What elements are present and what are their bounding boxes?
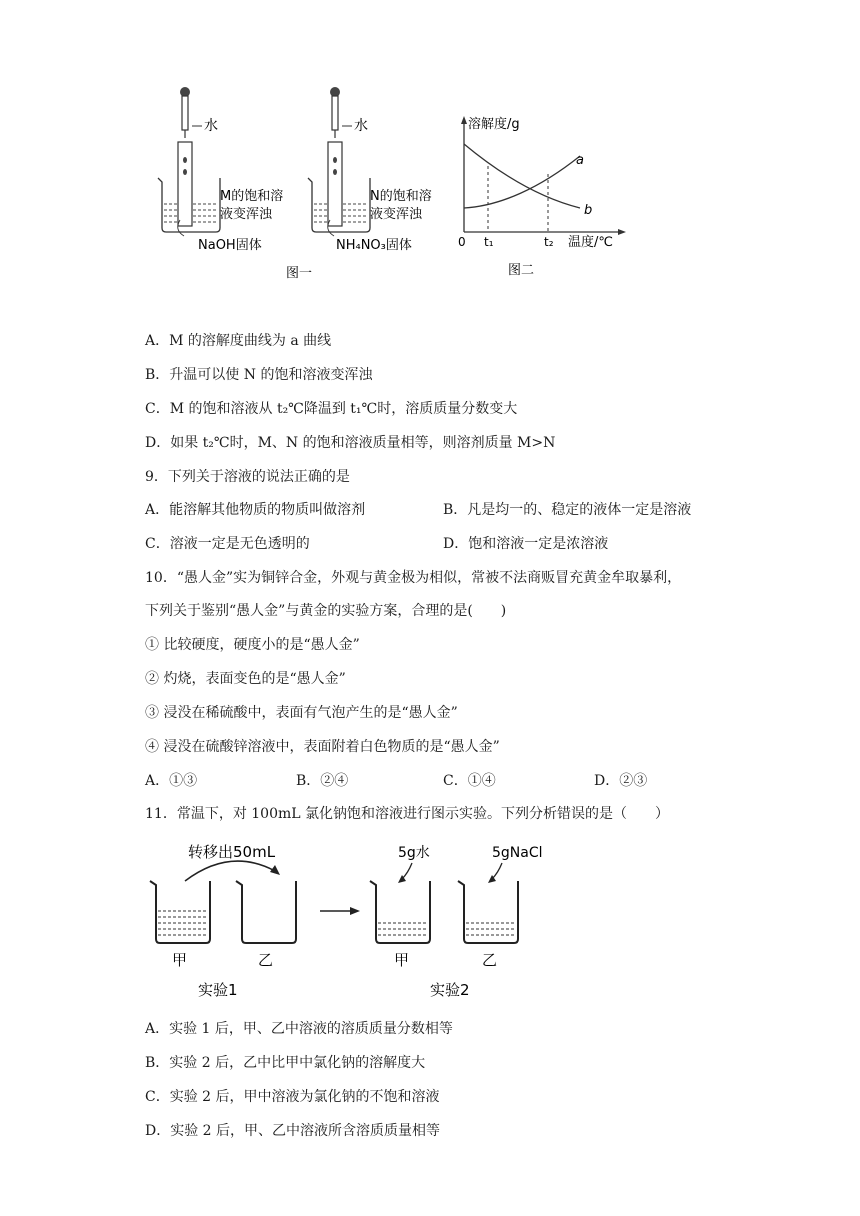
- figure-1: [140, 80, 460, 280]
- series-b-label: b: [584, 203, 593, 218]
- q10-option-b: B．②④: [296, 773, 349, 789]
- y-axis-label: 溶解度/g: [468, 117, 520, 132]
- q10-stem-2: 下列关于鉴别“愚人金”与黄金的实验方案，合理的是( ): [145, 603, 507, 619]
- nacl-label: 5gNaCl: [492, 845, 543, 861]
- q10-statement-3: ③ 浸没在稀硫酸中，表面有气泡产生的是“愚人金”: [145, 705, 458, 721]
- figure-q11: [140, 835, 580, 1010]
- q11-option-c: C．实验 2 后，甲中溶液为氯化钠的不饱和溶液: [145, 1089, 440, 1105]
- left-beaker-label-2: 液变浑浊: [220, 207, 273, 222]
- q11-option-b: B．实验 2 后，乙中比甲中氯化钠的溶解度大: [145, 1055, 426, 1071]
- dropper-label-left: 水: [204, 118, 218, 134]
- transfer-arrow: [185, 861, 275, 881]
- q10-statement-2: ② 灼烧，表面变色的是“愚人金”: [145, 671, 346, 687]
- left-beaker-solid: NaOH固体: [198, 238, 262, 253]
- tick-t1: t₁: [484, 235, 494, 249]
- exp2-caption: 实验2: [430, 981, 470, 999]
- series-a-line: [464, 156, 580, 208]
- q10-option-c: C．①④: [443, 773, 496, 789]
- beaker-yi-exp2: [458, 881, 518, 943]
- origin-label: 0: [458, 235, 466, 249]
- q11-stem: 11．常温下，对 100mL 氯化钠饱和溶液进行图示实验。下列分析错误的是（ ）: [145, 806, 670, 822]
- series-a-label: a: [576, 153, 584, 168]
- figure-1-caption: 图一: [286, 266, 313, 280]
- right-beaker-label-2: 液变浑浊: [370, 207, 423, 222]
- q9-stem: 9．下列关于溶液的说法正确的是: [145, 469, 350, 485]
- right-beaker-solid: NH₄NO₃固体: [336, 238, 412, 253]
- left-beaker-label-1: M的饱和溶: [220, 189, 284, 204]
- beaker-right: [308, 142, 370, 236]
- water-label: 5g水: [398, 845, 430, 861]
- q10-statement-1: ① 比较硬度，硬度小的是“愚人金”: [145, 637, 360, 653]
- q11-option-a: A．实验 1 后，甲、乙中溶液的溶质质量分数相等: [145, 1021, 453, 1037]
- q10-statement-4: ④ 浸没在硫酸锌溶液中，表面附着白色物质的是“愚人金”: [145, 739, 500, 755]
- beaker-yi-exp1: [236, 881, 296, 943]
- series-b-line: [464, 144, 580, 208]
- exp2-jia-label: 甲: [394, 951, 410, 969]
- exp1-jia-label: 甲: [172, 951, 188, 969]
- q9-option-a: A．能溶解其他物质的物质叫做溶剂: [145, 502, 366, 518]
- x-axis-label: 温度/℃: [568, 235, 613, 250]
- beaker-jia-exp2: [370, 881, 430, 943]
- dropper-label-right: 水: [354, 118, 368, 134]
- q9-option-c: C．溶液一定是无色透明的: [145, 536, 310, 552]
- q9-option-d: D．饱和溶液一定是浓溶液: [443, 536, 609, 552]
- y-axis-arrow: [461, 116, 467, 124]
- tick-t2: t₂: [544, 235, 554, 249]
- exp1-yi-label: 乙: [258, 951, 274, 969]
- q8-option-a: A．M 的溶解度曲线为 a 曲线: [145, 333, 332, 349]
- q10-option-d: D．②③: [594, 773, 648, 789]
- dropper-left: [180, 87, 202, 138]
- figure-2-chart: [450, 108, 630, 280]
- q11-option-d: D．实验 2 后，甲、乙中溶液所含溶质质量相等: [145, 1123, 441, 1139]
- q8-option-c: C．M 的饱和溶液从 t₂℃降温到 t₁℃时，溶质质量分数变大: [145, 401, 518, 417]
- exp1-caption: 实验1: [198, 981, 238, 999]
- q10-option-a: A．①③: [145, 773, 198, 789]
- q8-option-b: B．升温可以使 N 的饱和溶液变浑浊: [145, 367, 373, 383]
- transfer-label: 转移出50mL: [188, 843, 276, 861]
- exp2-yi-label: 乙: [482, 951, 498, 969]
- q10-stem-1: 10．“愚人金”实为铜锌合金，外观与黄金极为相似，常被不法商贩冒充黄金牟取暴利，: [145, 570, 682, 586]
- beaker-jia-exp1: [150, 881, 210, 943]
- right-beaker-label-1: N的饱和溶: [370, 189, 432, 204]
- beaker-left: [158, 142, 220, 236]
- dropper-right: [330, 87, 352, 138]
- figure-2-caption: 图二: [508, 263, 535, 278]
- q9-option-b: B．凡是均一的、稳定的液体一定是溶液: [443, 502, 692, 518]
- q8-option-d: D．如果 t₂℃时，M、N 的饱和溶液质量相等，则溶剂质量 M>N: [145, 435, 556, 451]
- x-axis-arrow: [618, 229, 626, 235]
